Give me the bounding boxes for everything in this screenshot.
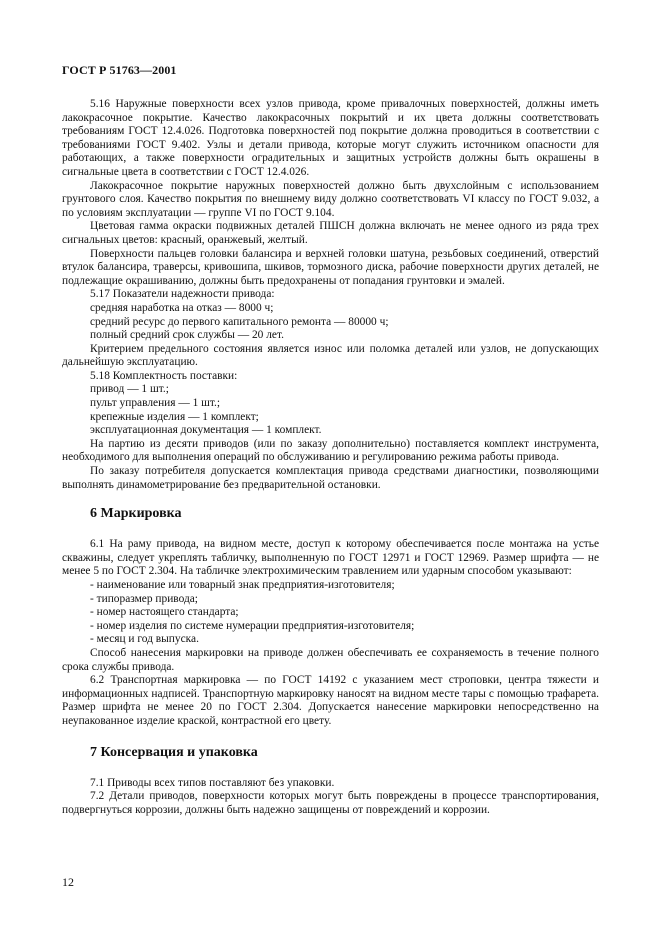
list-item: - месяц и год выпуска. (90, 633, 199, 646)
paragraph-5-17-title: 5.17 Показатели надежности привода: (90, 288, 275, 301)
list-item: крепежные изделия — 1 комплект; (90, 410, 259, 423)
paragraph-7-2: 7.2 Детали приводов, поверхности которых могут быть повреждены в процессе транспортирования, подвергнуться коррозии, должны быть надежно защищены от повреждений и коррозии. (62, 790, 599, 816)
paragraph-6-1: 6.1 На раму привода, на видном месте, доступ к которому обеспечивается после монтажа на устье скважины, следует укреплять табличку, выполненную по ГОСТ 12971 и ГОСТ 12969. Размер шрифта — не менее 5 по ГОСТ 2.304. На табличке электрохимическим травлением или ударным способом указывают: (62, 538, 599, 578)
list-item: полный средний срок службы — 20 лет. (90, 329, 284, 342)
list-item: эксплуатационная документация — 1 комплект. (90, 424, 322, 437)
paragraph-toolkit: На партию из десяти приводов (или по заказу дополнительно) поставляется комплект инструмента, необходимого для выполнения операций по обслуживанию и регулированию режима работы привода. (62, 437, 599, 464)
page-number: 12 (62, 875, 74, 889)
document-header: ГОСТ Р 51763—2001 (62, 63, 177, 77)
paragraph-marking-method: Способ нанесения маркировки на приводе должен обеспечивать ее сохраняемость в течение полного срока службы привода. (62, 646, 599, 673)
paragraph-5-18-title: 5.18 Комплектность поставки: (90, 369, 238, 382)
list-item: пульт управления — 1 шт.; (90, 397, 221, 410)
list-item: средняя наработка на отказ — 8000 ч; (90, 301, 274, 314)
paragraph-surfaces: Поверхности пальцев головки балансира и верхней головки шатуна, резьбовых соединений, отверстий втулок балансира, траверсы, кривошипа, шкивов, тормозного диска, рабочие поверхности других деталей, не подлежащие окрашиванию, должны быть предохранены от попадания грунтовки и эмалей. (62, 247, 599, 287)
document-body (62, 98, 599, 817)
section-7-heading: 7 Консервация и упаковка (90, 744, 258, 760)
paragraph-color: Цветовая гамма окраски подвижных деталей ПШСН должна включать не менее одного из ряда трех сигнальных цветов: красный, оранжевый, желтый. (62, 220, 599, 246)
list-item: - наименование или товарный знак предприятия-изготовителя; (90, 579, 395, 591)
list-item: средний ресурс до первого капитального ремонта — 80000 ч; (90, 315, 389, 328)
list-item: - номер изделия по системе нумерации предприятия-изготовителя; (90, 619, 415, 632)
paragraph-7-1: 7.1 Приводы всех типов поставляют без упаковки. (90, 776, 335, 789)
paragraph-diagnostics: По заказу потребителя допускается комплектация привода средствами диагностики, позволяющими выполнять динамометрирование без предварительной остановки. (62, 465, 599, 491)
list-item: привод — 1 шт.; (90, 383, 169, 396)
paragraph-5-16: 5.16 Наружные поверхности всех узлов привода, кроме привалочных поверхностей, должны иметь лакокрасочное покрытие. Качество лакокрасочных покрытий и их цвета должны соответствовать требованиям ГОСТ 12.4.026. Подготовка поверхностей под покрытие должна проводиться в соответствии с требованиями ГОСТ 9.402. Узлы и детали привода, которые могут служить источником опасности для работающих, а также поверхности оградительных и защитных устройств должны быть окрашены в сигнальные цвета в соответствии с ГОСТ 12.4.026. (62, 98, 599, 178)
paragraph-criterion: Критерием предельного состояния является износ или поломка деталей или узлов, не допускающих дальнейшую эксплуатацию. (62, 342, 599, 369)
list-item: - номер настоящего стандарта; (90, 606, 239, 619)
list-item: - типоразмер привода; (90, 592, 198, 605)
section-6-heading: 6 Маркировка (90, 506, 182, 522)
paragraph-6-2: 6.2 Транспортная маркировка — по ГОСТ 14192 с указанием мест строповки, центра тяжести и информационных надписей. Транспортную маркировку наносят на видном месте тары с помощью трафарета. Размер шрифта не менее 20 по ГОСТ 2.304. Допускается нанесение маркировки непосредственно на неупакованное изделие краской, контрастной его цвету. (62, 674, 599, 727)
paragraph-coating: Лакокрасочное покрытие наружных поверхностей должно быть двухслойным с использованием грунтового слоя. Качество покрытия по внешнему виду должно соответствовать VI классу по ГОСТ 9.032, а по условиям эксплуатации — группе VI по ГОСТ 9.104. (62, 179, 599, 219)
